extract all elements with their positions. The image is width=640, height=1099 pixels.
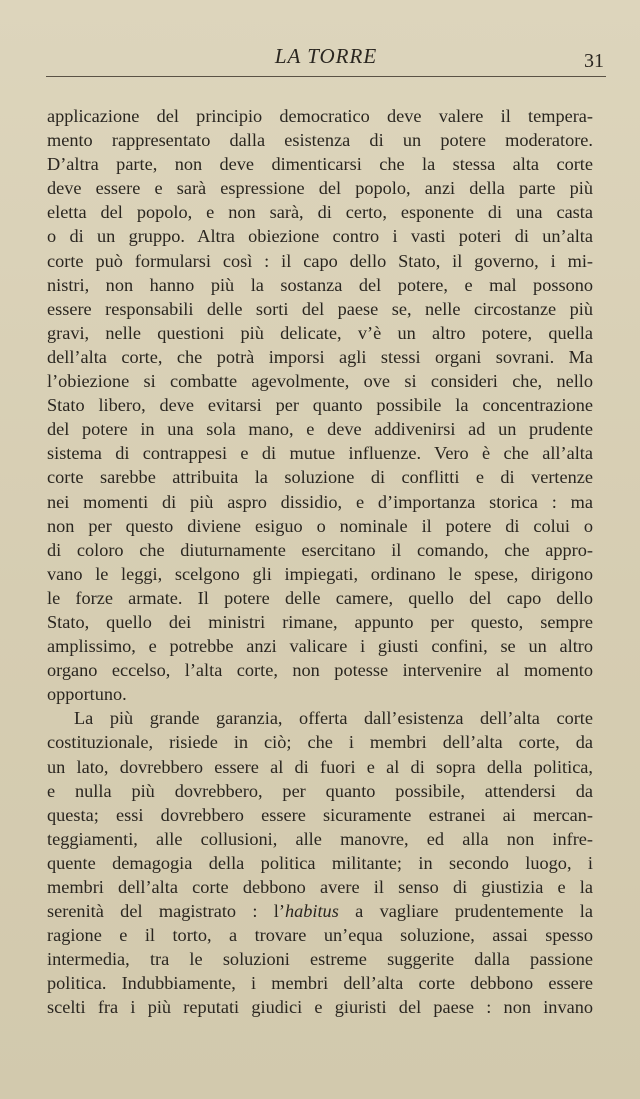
text-line: questa; essi dovrebbero essere sicuramente estranei ai mercan- bbox=[47, 804, 593, 825]
text-line: un lato, dovrebbero essere al di fuori e al di sopra della politica, bbox=[47, 756, 593, 777]
text-line: del potere in una sola mano, e deve addivenirsi ad un prudente bbox=[47, 419, 593, 440]
text-line: gravi, nelle questioni più delicate, v’è un altro potere, quella bbox=[47, 322, 593, 343]
text-line: teggiamenti, alle collusioni, alle manovre, ed alla non infre- bbox=[47, 828, 593, 849]
text-line: organo eccelso, l’alta corte, non potesse intervenire al momento bbox=[47, 660, 593, 681]
paragraph-end-line: opportuno. bbox=[47, 684, 127, 705]
text-line: corte sarebbe attribuita la soluzione di conflitti e di vertenze bbox=[47, 467, 593, 488]
text-line: costituzionale, risiede in ciò; che i membri dell’alta corte, da bbox=[47, 732, 593, 753]
text-line: dell’alta corte, che potrà imporsi agli stessi organi sovrani. Ma bbox=[47, 346, 593, 367]
text-line: nei momenti di più aspro dissidio, e d’importanza storica : ma bbox=[47, 491, 593, 512]
text-line: e nulla più dovrebbero, per quanto possibile, attendersi da bbox=[47, 780, 593, 801]
text-line: corte può formularsi così : il capo dello Stato, il governo, i mi- bbox=[47, 250, 593, 271]
text-line: vano le leggi, scelgono gli impiegati, ordinano le spese, dirigono bbox=[47, 563, 593, 584]
text-line: amplissimo, e potrebbe anzi valicare i giusti confini, se un altro bbox=[47, 636, 593, 657]
text-line-with-italic bbox=[47, 899, 593, 923]
text-line: D’altra parte, non deve dimenticarsi che la stessa alta corte bbox=[47, 154, 593, 175]
text-line: l’obiezione si combatte agevolmente, ove si consideri che, nello bbox=[47, 371, 593, 392]
text-line: scelti fra i più reputati giudici e giuristi del paese : non invano bbox=[47, 997, 593, 1018]
text-line: quente demagogia della politica militante; in secondo luogo, i bbox=[47, 852, 593, 873]
text-line: sistema di contrappesi e di mutue influenze. Vero è che all’alta bbox=[47, 443, 593, 464]
page-header bbox=[46, 44, 606, 80]
text-line: mento rappresentato dalla esistenza di un potere moderatore. bbox=[47, 130, 593, 151]
text-line: intermedia, tra le soluzioni estreme suggerite dalla passione bbox=[47, 949, 593, 970]
paragraph-start-line: La più grande garanzia, offerta dall’esistenza dell’alta corte bbox=[74, 708, 593, 729]
text-segment: serenità del magistrato : l’ bbox=[47, 901, 285, 922]
text-line: essere responsabili delle sorti del paese se, nelle circostanze più bbox=[47, 298, 593, 319]
text-line: non per questo diviene esiguo o nominale il potere di colui o bbox=[47, 515, 593, 536]
text-line: o di un gruppo. Altra obiezione contro i vasti poteri di un’alta bbox=[47, 226, 593, 247]
text-line: nistri, non hanno più la sostanza del potere, e mal possono bbox=[47, 274, 593, 295]
italic-term: habitus bbox=[284, 901, 339, 922]
running-head: LA TORRE bbox=[274, 44, 378, 68]
page-number: 31 bbox=[584, 50, 604, 72]
text-line: membri dell’alta corte debbono avere il senso di giustizia e la bbox=[47, 877, 593, 897]
text-line: applicazione del principio democratico deve valere il tempera- bbox=[47, 106, 593, 126]
header-rule bbox=[46, 76, 606, 77]
text-line: di coloro che diuturnamente esercitano il comando, che appro- bbox=[47, 539, 593, 560]
text-line: eletta del popolo, e non sarà, di certo, esponente di una casta bbox=[47, 202, 593, 223]
text-line: Stato, quello dei ministri rimane, appunto per questo, sempre bbox=[47, 611, 593, 632]
text-line: deve essere e sarà espressione del popolo, anzi della parte più bbox=[47, 178, 593, 199]
text-line: politica. Indubbiamente, i membri dell’alta corte debbono essere bbox=[47, 973, 593, 994]
text-line: le forze armate. Il potere delle camere, quello del capo dello bbox=[47, 587, 593, 608]
text-segment: a vagliare prudentemente la bbox=[338, 901, 593, 922]
text-line: ragione e il torto, a trovare un’equa soluzione, assai spesso bbox=[47, 925, 593, 946]
text-line: Stato libero, deve evitarsi per quanto possibile la concentrazione bbox=[47, 395, 593, 416]
body-text bbox=[47, 104, 593, 1020]
